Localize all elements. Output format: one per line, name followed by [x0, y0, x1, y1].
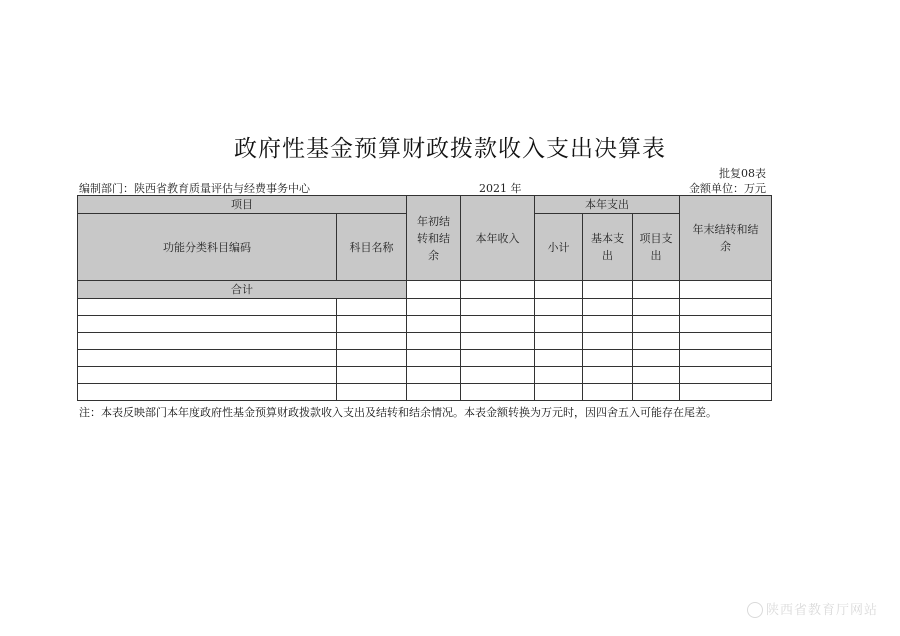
header-begin-balance: 年初结 转和结 余: [407, 196, 461, 281]
table-row: [78, 316, 772, 333]
page-title: 政府性基金预算财政拨款收入支出决算表: [234, 136, 666, 162]
table-cell: [680, 281, 772, 299]
total-row: [78, 281, 772, 299]
header-item: 项目: [78, 196, 407, 214]
year-label: 2021 年: [479, 182, 522, 195]
fund-table: [77, 195, 772, 401]
table-cell: [535, 281, 583, 299]
total-label: 合计: [78, 281, 407, 299]
table-cell: [633, 281, 680, 299]
dept-label: 编制部门：陕西省教育质量评估与经费事务中心: [79, 182, 310, 195]
table-row: [78, 384, 772, 401]
table-cell: [583, 281, 633, 299]
table-row: [78, 367, 772, 384]
table-cell: [407, 281, 461, 299]
unit-label: 金额单位：万元: [689, 182, 766, 195]
header-project: 项目支 出: [633, 214, 680, 281]
table-row: [78, 350, 772, 367]
watermark-text: 陕西省教育厅网站: [765, 602, 878, 618]
header-expense: 本年支出: [535, 196, 680, 214]
table-row: [78, 333, 772, 350]
doc-code: 批复08表: [719, 167, 766, 180]
header-basic: 基本支 出: [583, 214, 633, 281]
footnote: 注：本表反映部门本年度政府性基金预算财政拨款收入支出及结转和结余情况。本表金额转换为万元时，因四舍五入可能存在尾差。: [79, 406, 717, 419]
header-subtotal: 小计: [535, 214, 583, 281]
site-logo-icon: [747, 602, 763, 618]
table-row: [78, 299, 772, 316]
header-income: 本年收入: [461, 196, 535, 281]
header-end-balance: 年末结转和结 余: [680, 196, 772, 281]
meta-row: [79, 180, 766, 194]
watermark: [747, 599, 878, 619]
header-subject-name: 科目名称: [337, 214, 407, 281]
header-func-code: 功能分类科目编码: [78, 214, 337, 281]
table-cell: [461, 281, 535, 299]
